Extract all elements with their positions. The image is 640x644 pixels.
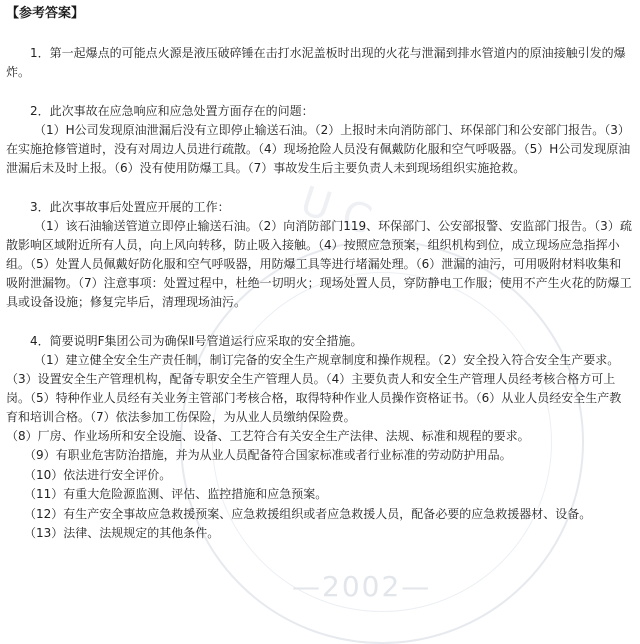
answer-3-title: 3．此次事故事后处置应开展的工作： [30, 200, 230, 214]
answer-2-body: （1）H公司发现原油泄漏后没有立即停止输送石油。（2）上报时未向消防部门、环保部门和公安部门报告。（3）在实施抢修管道时，没有对周边人员进行疏散。（4）现场抢险人员没有佩戴防化服和空气呼吸器。（5）H公司发现原油泄漏后未及时上报。（6）没有使用防爆工具。（7）事故发生后主要负责人未到现场组织实施抢救。 [6, 123, 631, 175]
answer-4-body: （1）建立健全安全生产责任制，制订完备的安全生产规章制度和操作规程。（2）安全投入符合安全生产要求。（3）设置安全生产管理机构，配备专职安全生产管理人员。（4）主要负责人和安全生产管理人员经考核合格方可上岗。（5）特种作业人员经有关业务主管部门考核合格，取得特种作业人员操作资格证书。（6）从业人员经安全生产教育和培训合格。（7）依法参加工伤保险，为从业人员缴纳保险费。 [6, 353, 622, 424]
answer-4-item-8: （8）厂房、作业场所和安全设施、设备、工艺符合有关安全生产法律、法规、标准和规程的要求。 [6, 429, 530, 443]
watermark-letters: UC [294, 177, 391, 249]
answer-2-title: 2．此次事故在应急响应和应急处置方面存在的问题： [30, 104, 314, 118]
answer-4-item-11: （11）有重大危险源监测、评估、监控措施和应急预案。 [24, 487, 328, 502]
answer-heading: 【参考答案】 [6, 6, 85, 21]
answer-4-item-13: （13）法律、法规规定的其他条件。 [24, 526, 220, 541]
answer-4-item-12: （12）有生产安全事故应急救援预案、应急救援组织或者应急救援人员，配备必要的应急救援器材、设备。 [24, 506, 592, 521]
answer-4-item-10: （10）依法进行安全评价。 [24, 467, 172, 482]
watermark-year: —2002— [292, 570, 432, 603]
answer-3-body: （1）该石油输送管道立即停止输送石油。（2）向消防部门119、环保部门、公安部报警、安监部门报告。（3）疏散影响区域附近所有人员，向上风向转移，防止吸入接触。（4）按照应急预案，组织机构到位，成立现场应急指挥小组。（5）处置人员佩戴好防化服和空气呼吸器，用防爆工具等进行堵漏处理。（6）泄漏的油污，可用吸附材料收集和吸附泄漏物。（7）注意事项：处置过程中，杜绝一切明火；现场处置人员，穿防静电工作服；使用不产生火花的防爆工具或设备设施；修复完毕后，清理现场油污。 [6, 219, 632, 309]
answer-4-item-9: （9）有职业危害防治措施，并为从业人员配备符合国家标准或者行业标准的劳动防护用品。 [24, 448, 512, 463]
answer-4-title: 4．简要说明F集团公司为确保Ⅱ号管道运行应采取的安全措施。 [30, 334, 363, 348]
answer-1: 1．第一起爆点的可能点火源是液压破碎锤在击打水泥盖板时出现的火花与泄漏到排水管道内的原油接触引发的爆炸。 [6, 46, 626, 79]
